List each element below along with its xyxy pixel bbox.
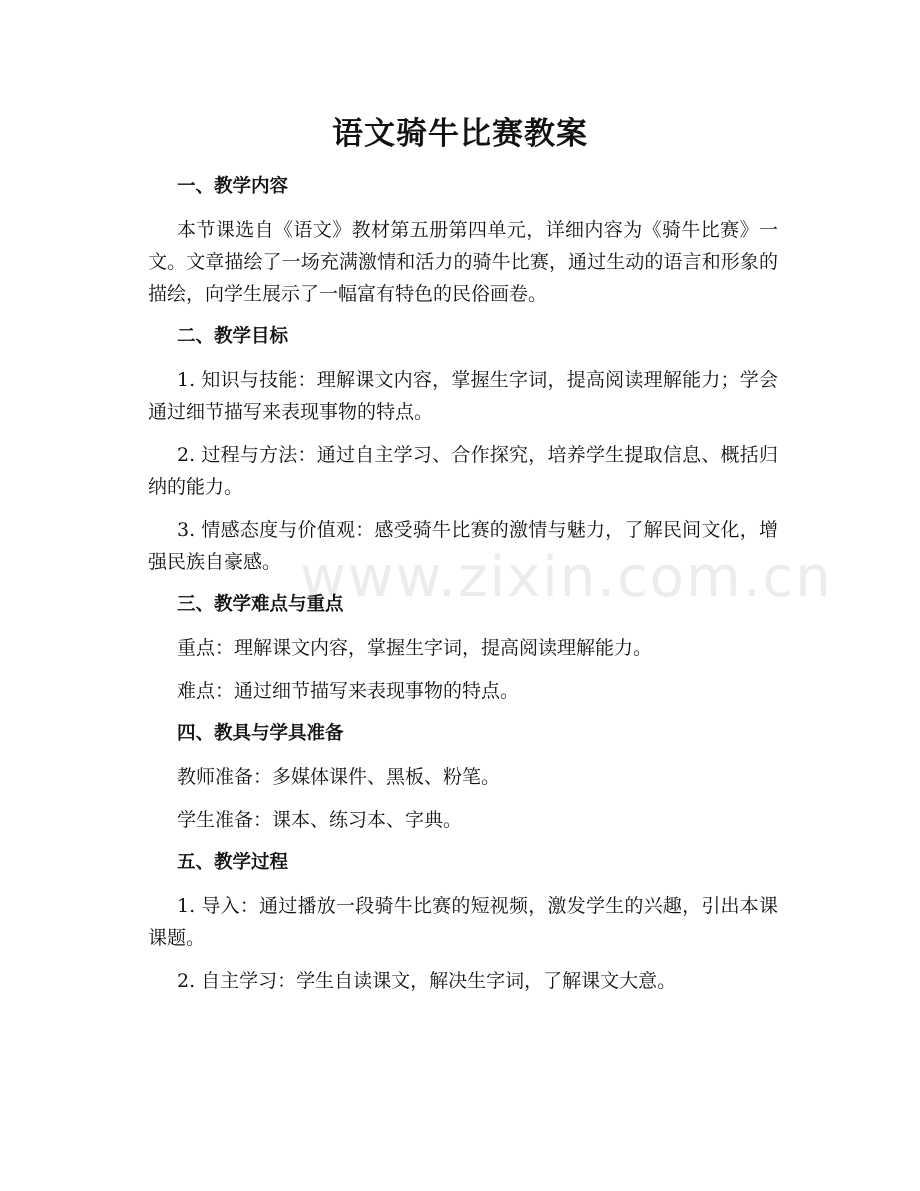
paragraph-objective-1: 1. 知识与技能：理解课文内容，掌握生字词，提高阅读理解能力；学会通过细节描写来表现事物的特点。 [148,369,778,423]
section-heading-content: 一、教学内容 [177,176,289,197]
line-student-materials: 学生准备：课本、练习本、字典。 [177,809,463,831]
paragraph-content-intro: 本节课选自《语文》教材第五册第四单元，详细内容为《骑牛比赛》一文。文章描绘了一场充满激情和活力的骑牛比赛，通过生动的语言和形象的描绘，向学生展示了一幅富有特色的民俗画卷。 [148,219,778,305]
section-heading-materials: 四、教具与学具准备 [177,723,344,744]
section-heading-key-points: 三、教学难点与重点 [177,594,344,615]
line-teacher-materials: 教师准备：多媒体课件、黑板、粉笔。 [177,766,501,788]
document-body [148,171,778,1008]
line-key-point: 重点：理解课文内容，掌握生字词，提高阅读理解能力。 [177,637,653,659]
watermark: www.zixin.com.cn [300,545,833,610]
paragraph-process-2: 2. 自主学习：学生自读课文，解决生字词，了解课文大意。 [177,970,677,992]
paragraph-process-1: 1. 导入：通过播放一段骑牛比赛的短视频，激发学生的兴趣，引出本课课题。 [148,895,778,949]
paragraph-objective-3: 3. 情感态度与价值观：感受骑牛比赛的激情与魅力，了解民间文化，增强民族自豪感。 [148,519,778,573]
section-heading-objectives: 二、教学目标 [177,326,289,347]
document-title: 语文骑牛比赛教案 [332,116,588,152]
line-difficulty: 难点：通过细节描写来表现事物的特点。 [177,680,520,702]
paragraph-objective-2: 2. 过程与方法：通过自主学习、合作探究，培养学生提取信息、概括归纳的能力。 [148,444,778,498]
section-heading-process: 五、教学过程 [177,852,289,873]
